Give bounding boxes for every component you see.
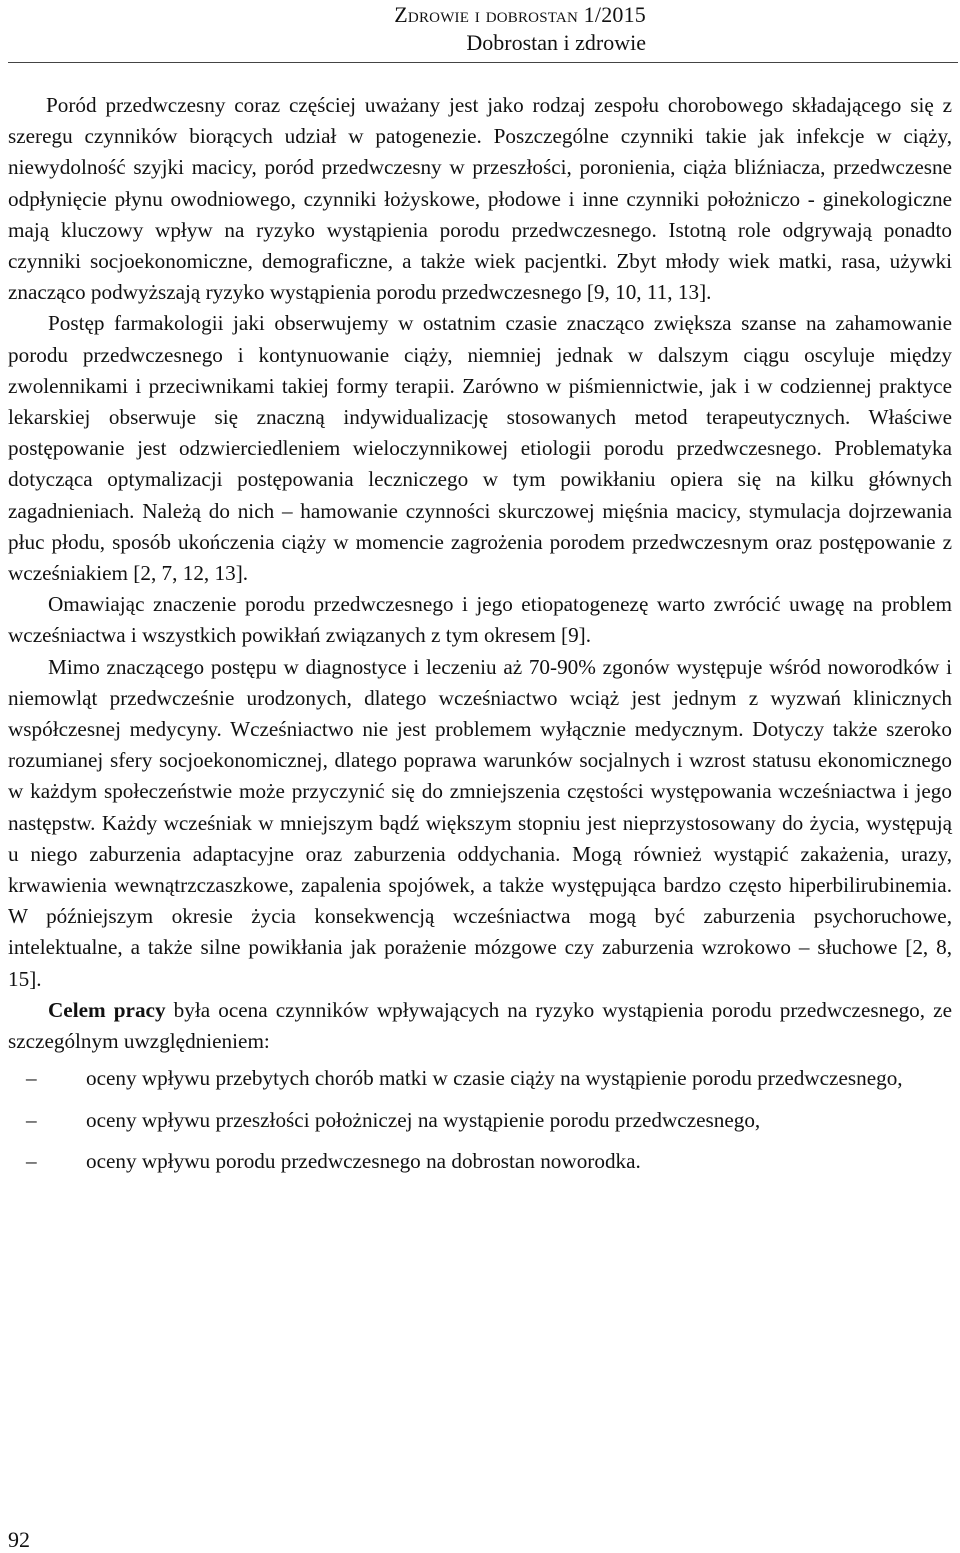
list-item xyxy=(8,1063,952,1094)
list-item xyxy=(8,1146,952,1177)
journal-title: Zdrowie i dobrostan 1/2015 xyxy=(394,2,646,27)
list-item-text: oceny wpływu przebytych chorób matki w czasie ciąży na wystąpienie porodu przedwczesnego, xyxy=(86,1066,903,1091)
running-header xyxy=(0,0,960,62)
paragraph-aim xyxy=(8,995,952,1057)
list-dash: – xyxy=(26,1107,37,1132)
aim-list xyxy=(8,1063,952,1177)
list-item xyxy=(8,1105,952,1136)
paragraph-prematurity-intro: Omawiając znaczenie porodu przedwczesnego i jego etiopatogenezę warto zwrócić uwagę na problem wcześniactwa i wszystkich powikłań związanych z tym okresem [9]. xyxy=(8,592,952,648)
article-body xyxy=(8,90,952,1187)
page-number: 92 xyxy=(8,1527,30,1552)
list-item-text: oceny wpływu przeszłości położniczej na wystąpienie porodu przedwczesnego, xyxy=(86,1107,761,1132)
aim-text: była ocena czynników wpływających na ryzyko wystąpienia porodu przedwczesnego, ze szczególnym uwzględnieniem: xyxy=(8,997,952,1054)
list-item-text: oceny wpływu porodu przedwczesnego na dobrostan noworodka. xyxy=(86,1148,641,1173)
paragraph-etiology: Poród przedwczesny coraz częściej uważany jest jako rodzaj zespołu chorobowego składającego się z szeregu czynników biorących udział w patogenezie. Poszczególne czynniki takie jak infekcje w ciąży, niewydolność szyjki macicy, poród przedwczesny w przeszłości, poronienia, ciąża bliźniacza, przedwczesne odpłynięcie płynu owodniowego, czynniki łożyskowe, płodowe i inne czynniki położniczo - ginekologiczne mają kluczowy wpływ na ryzyko wystąpienia porodu przedwczesnego. Istotną role odgrywają ponadto czynniki socjoekonomiczne, demograficzne, a także wiek pacjentki. Zbyt młody wiek matki, rasa, używki znacząco podwyższają ryzyko wystąpienia porodu przedwczesnego [9, 10, 11, 13]. xyxy=(8,93,952,305)
paragraph-prematurity-outcomes: Mimo znaczącego postępu w diagnostyce i leczeniu aż 70-90% zgonów występuje wśród noworodków i niemowląt przedwcześnie urodzonych, dlatego wcześniactwo wciąż jest jednym z wyzwań klinicznych współczesnej medycyny. Wcześniactwo nie jest problemem wyłącznie medycznym. Dotyczy także szeroko rozumianej sfery socjoekonomicznej, dlatego poprawa warunków socjalnych i wzrost statusu ekonomicznego w każdym społeczeństwie może przyczynić się do zmniejszenia częstości występowania wcześniactwa i jego następstw. Każdy wcześniak w mniejszym bądź większym stopniu jest nieprzystosowany do życia, występują u niego zaburzenia adaptacyjne oraz zaburzenia oddychania. Mogą również wystąpić zakażenia, urazy, krwawienia wewnątrzczaszkowe, zapalenia spojówek, a także występująca bardzo często hiperbilirubinemia. W późniejszym okresie życia konsekwencją wcześniactwa mogą być zaburzenia psychoruchowe, intelektualne, a także silne powikłania jak porażenie mózgowe czy zaburzenia wzrokowo – słuchowe [2, 8, 15]. xyxy=(8,654,952,991)
header-rule xyxy=(8,62,958,63)
aim-bold-lead: Celem pracy xyxy=(48,997,166,1022)
list-dash: – xyxy=(26,1148,37,1173)
list-dash: – xyxy=(26,1066,37,1091)
section-title: Dobrostan i zdrowie xyxy=(466,30,646,55)
paragraph-pharmacology: Postęp farmakologii jaki obserwujemy w ostatnim czasie znacząco zwiększa szanse na zahamowanie porodu przedwczesnego i kontynuowanie ciąży, niemniej jednak w dalszym ciągu oscyluje między zwolennikami i przeciwnikami takiej formy terapii. Zarówno w piśmiennictwie, jak i w codziennej praktyce lekarskiej obserwuje się znaczną indywidualizację stosowanych metod terapeutycznych. Właściwe postępowanie jest odzwierciedleniem wieloczynnikowej etiologii porodu przedwczesnego. Problematyka dotycząca optymalizacji postępowania leczniczego w tym powikłaniu opiera się na kilku głównych zagadnieniach. Należą do nich – hamowanie czynności skurczowej mięśnia macicy, stymulacja dojrzewania płuc płodu, sposób ukończenia ciąży w momencie zagrożenia porodem przedwczesnym oraz postępowanie z wcześniakiem [2, 7, 12, 13]. xyxy=(8,311,952,586)
